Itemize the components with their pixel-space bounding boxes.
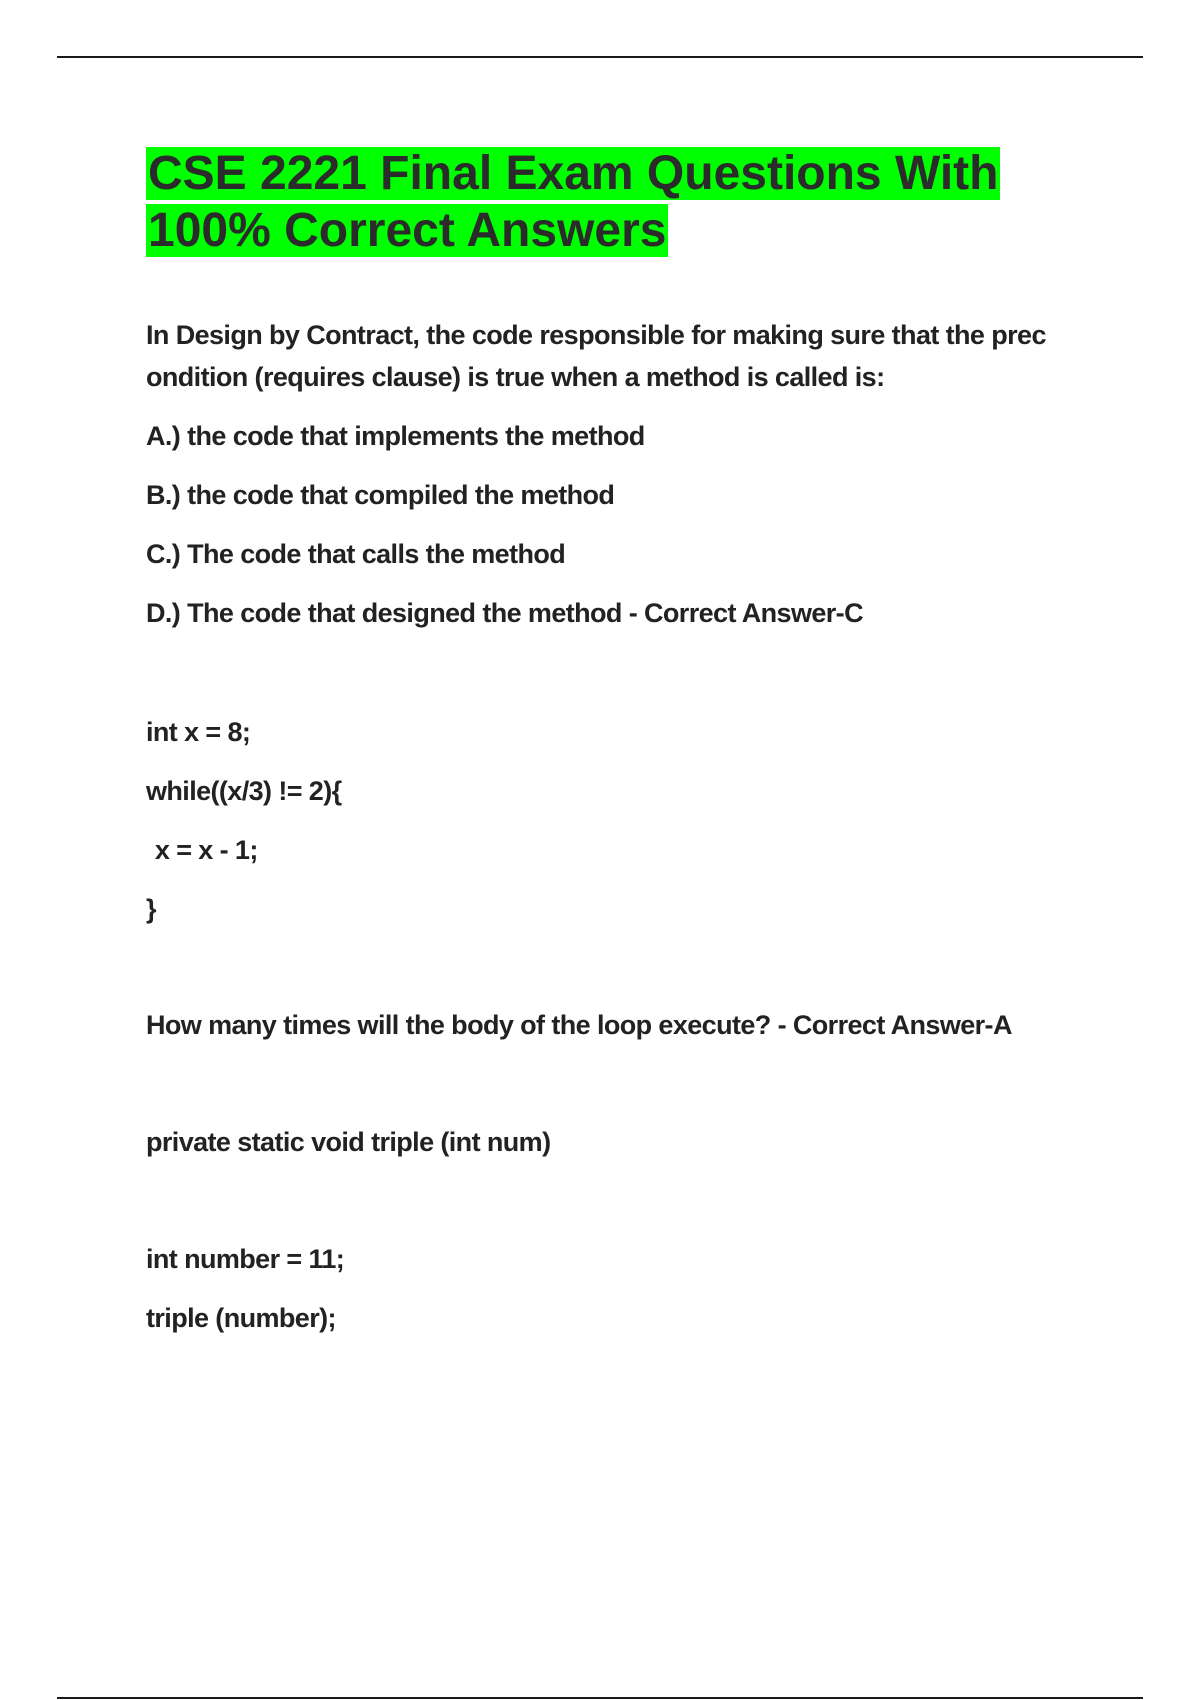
- top-rule: [57, 56, 1143, 58]
- code-line-decrement: x = x - 1;: [148, 835, 258, 865]
- code-line-triple-call: triple (number);: [146, 1303, 336, 1333]
- bottom-rule: [57, 1697, 1143, 1699]
- title-highlight: [146, 147, 1000, 257]
- code-line-while: while((x/3) != 2){: [146, 776, 342, 806]
- question-2-text: How many times will the body of the loop execute? - Correct Answer-A: [146, 1010, 1012, 1040]
- question-1-text: [146, 314, 1096, 398]
- question-1-line-1: In Design by Contract, the code responsible for making sure that the prec: [146, 320, 1046, 350]
- question-1-option-c: C.) The code that calls the method: [146, 539, 566, 569]
- title-line-2: 100% Correct Answers: [148, 204, 667, 257]
- code-line-int-x: int x = 8;: [146, 717, 251, 747]
- question-1-option-a: A.) the code that implements the method: [146, 421, 645, 451]
- code-line-method-signature: private static void triple (int num): [146, 1127, 551, 1157]
- question-1-option-d: D.) The code that designed the method - Correct Answer-C: [146, 598, 863, 628]
- question-1-line-2: ondition (requires clause) is true when a method is called is:: [146, 362, 885, 392]
- code-line-close-brace: }: [146, 894, 156, 924]
- title-line-1: CSE 2221 Final Exam Questions With: [148, 147, 999, 200]
- document-title: [146, 145, 1046, 259]
- code-line-int-number: int number = 11;: [146, 1244, 345, 1274]
- question-1-option-b: B.) the code that compiled the method: [146, 480, 615, 510]
